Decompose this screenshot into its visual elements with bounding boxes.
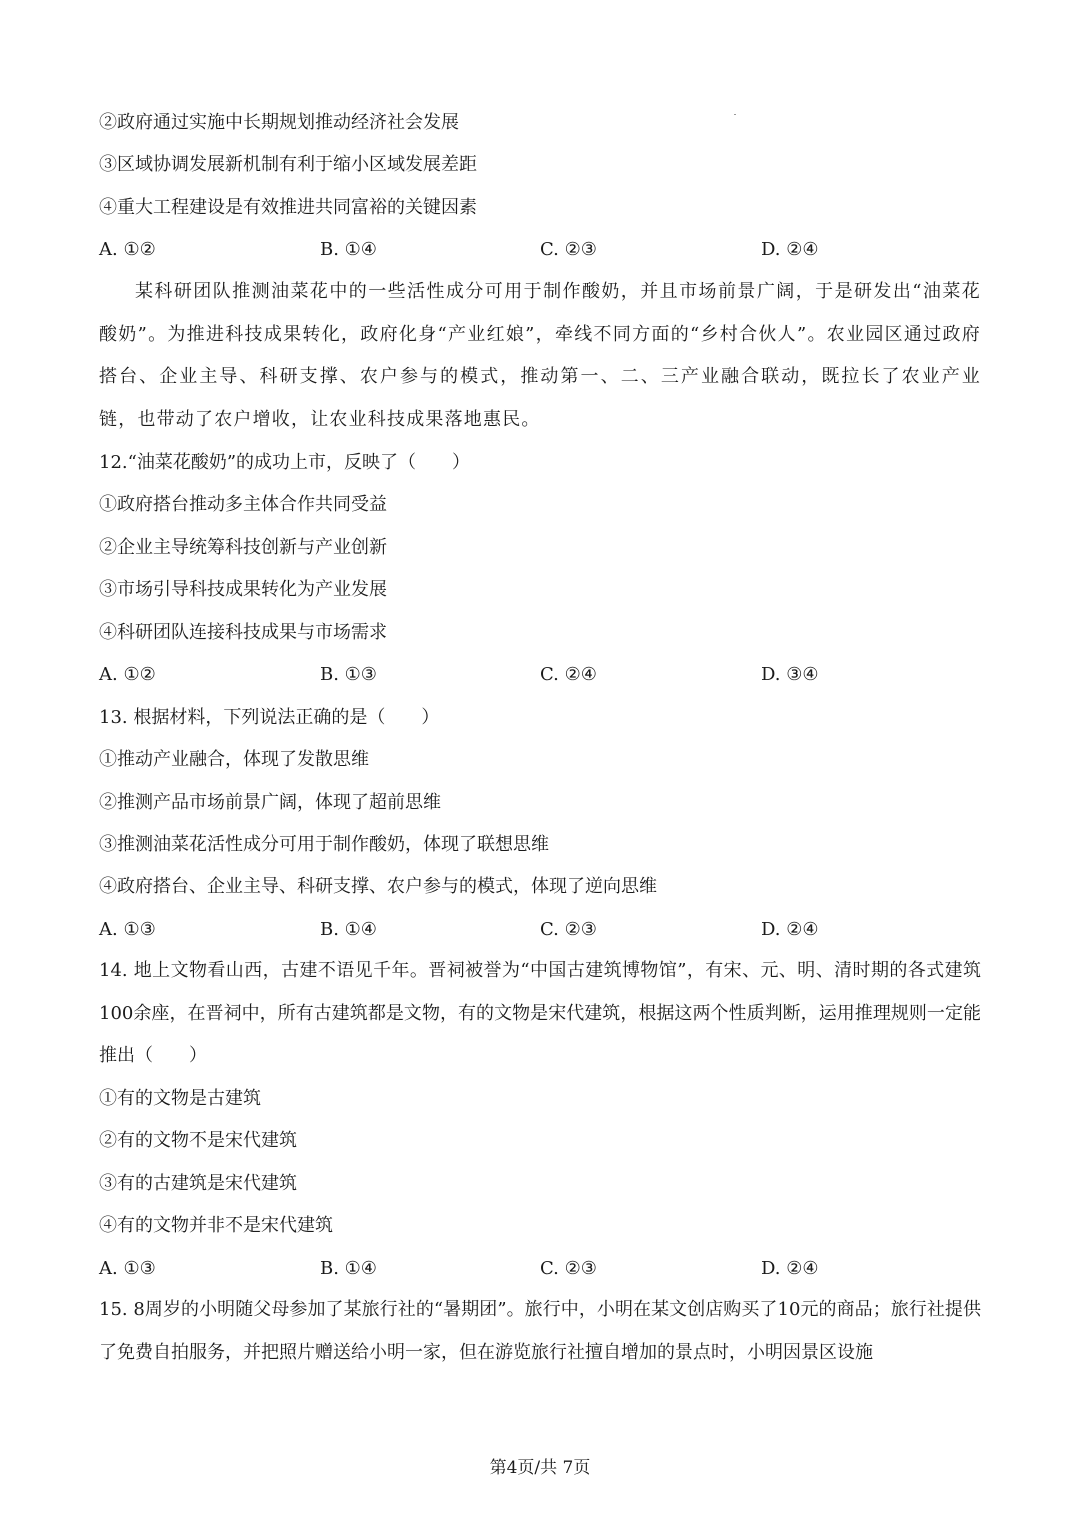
q13-option-d: D. ②④	[761, 919, 819, 940]
q13-options	[99, 918, 981, 942]
q14-option-b: B. ①④	[320, 1258, 377, 1279]
q12-option-d: D. ③④	[761, 664, 819, 685]
q12-options	[99, 663, 981, 687]
q13-option-c: C. ②③	[540, 919, 597, 940]
q14-item-4: ④有的文物并非不是宋代建筑	[99, 1215, 333, 1236]
q14-item-2: ②有的文物不是宋代建筑	[99, 1130, 297, 1151]
q12-option-a: A. ①②	[99, 664, 156, 685]
q12-item-3: ③市场引导科技成果转化为产业发展	[99, 579, 387, 600]
page-number: 第4页/共 7页	[489, 1458, 591, 1478]
q14-option-c: C. ②③	[540, 1258, 597, 1279]
q11-options	[99, 238, 981, 262]
q14-item-3: ③有的古建筑是宋代建筑	[99, 1173, 297, 1194]
q14-item-1: ①有的文物是古建筑	[99, 1088, 261, 1109]
q12-item-2: ②企业主导统筹科技创新与产业创新	[99, 537, 387, 558]
q12-item-1: ①政府搭台推动多主体合作共同受益	[99, 494, 387, 515]
q13-item-3: ③推测油菜花活性成分可用于制作酸奶，体现了联想思维	[99, 834, 549, 855]
q11-item-3: ③区域协调发展新机制有利于缩小区域发展差距	[99, 154, 477, 175]
q13-item-4: ④政府搭台、企业主导、科研支撑、农户参与的模式，体现了逆向思维	[99, 876, 657, 897]
q14-stem: 14. 地上文物看山西，古建不语见千年。晋祠被誉为“中国古建筑博物馆”，有宋、元、明、清时期的各式建筑100余座，在晋祠中，所有古建筑都是文物，有的文物是宋代建筑，根据这两个性质判断，运用推理规则一定能推出（ ）	[99, 960, 981, 1066]
q12-option-c: C. ②④	[540, 664, 597, 685]
q11-option-d: D. ②④	[761, 239, 819, 260]
q13-option-a: A. ①③	[99, 919, 156, 940]
q14-option-a: A. ①③	[99, 1258, 156, 1279]
q12-stem: 12.“油菜花酸奶”的成功上市，反映了（ ）	[99, 452, 471, 473]
q12-item-4: ④科研团队连接科技成果与市场需求	[99, 622, 387, 643]
passage-text: 某科研团队推测油菜花中的一些活性成分可用于制作酸奶，并且市场前景广阔，于是研发出“油菜花酸奶”。为推进科技成果转化，政府化身“产业红娘”，牵线不同方面的“乡村合伙人”。农业园区通过政府搭台、企业主导、科研支撑、农户参与的模式，推动第一、二、三产业融合联动，既拉长了农业产业链，也带动了农户增收，让农业科技成果落地惠民。	[99, 281, 981, 430]
q13-option-b: B. ①④	[320, 919, 377, 940]
q13-item-1: ①推动产业融合，体现了发散思维	[99, 749, 369, 770]
q12-option-b: B. ①③	[320, 664, 377, 685]
q14-options	[99, 1257, 981, 1281]
q14-stem-block	[99, 950, 981, 1078]
q11-option-b: B. ①④	[320, 239, 377, 260]
q11-option-c: C. ②③	[540, 239, 597, 260]
q11-option-a: A. ①②	[99, 239, 156, 260]
q13-stem: 13. 根据材料，下列说法正确的是（ ）	[99, 707, 440, 728]
q14-option-d: D. ②④	[761, 1258, 819, 1279]
material-passage	[99, 271, 981, 441]
q13-item-2: ②推测产品市场前景广阔，体现了超前思维	[99, 792, 441, 813]
q11-item-2: ②政府通过实施中长期规划推动经济社会发展	[99, 112, 459, 133]
q15-stem-block	[99, 1289, 981, 1374]
q11-item-4: ④重大工程建设是有效推进共同富裕的关键因素	[99, 197, 477, 218]
q15-stem: 15. 8周岁的小明随父母参加了某旅行社的“暑期团”。旅行中，小明在某文创店购买了10元的商品；旅行社提供了免费自拍服务，并把照片赠送给小明一家，但在游览旅行社擅自增加的景点时，小明因景区设施	[99, 1299, 981, 1363]
